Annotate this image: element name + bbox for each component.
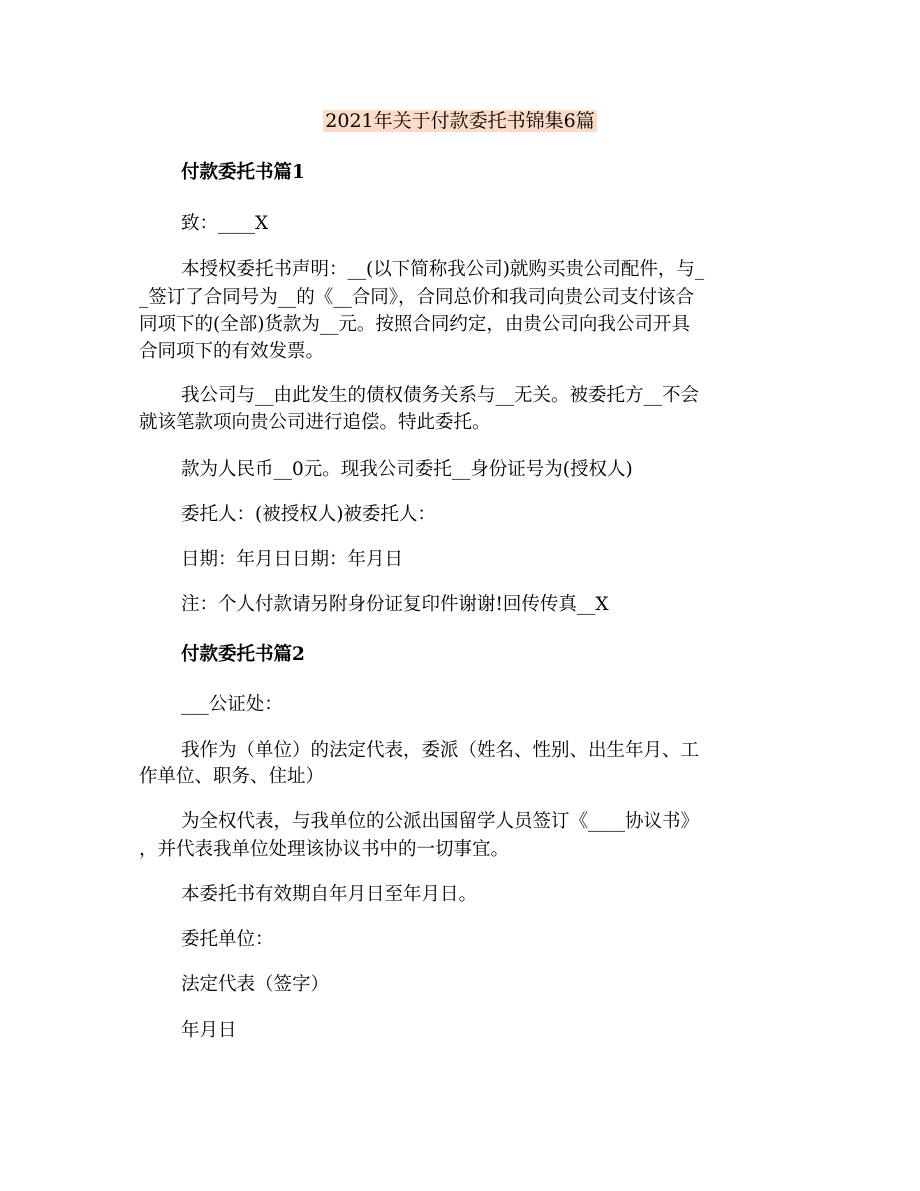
section-2-para-1-line-2: 作单位、职务、住址） — [139, 766, 325, 787]
section-2-heading: 付款委托书篇2 — [181, 644, 305, 665]
document-title — [0, 107, 920, 135]
section-1-para-1-line-4: 合同项下的有效发票。 — [139, 341, 325, 362]
section-1-para-2-line-1: 我公司与__由此发生的债权债务关系与__无关。被委托方__不会 — [181, 385, 700, 406]
section-1-para-2-line-2: 就该笔款项向贵公司进行追偿。特此委托。 — [139, 412, 491, 433]
section-1-heading: 付款委托书篇1 — [181, 162, 305, 183]
section-2-to-line: ___公证处： — [181, 694, 283, 715]
document-title-text: 2021年关于付款委托书锦集6篇 — [325, 110, 595, 132]
section-2-para-6: 年月日 — [181, 1020, 237, 1041]
section-1-para-1-line-2: _签订了合同号为__的《__合同》，合同总价和我司向贵公司支付该合 — [139, 287, 695, 308]
section-2-para-5: 法定代表（签字） — [181, 974, 330, 995]
section-2-para-4: 委托单位： — [181, 929, 274, 950]
section-1-para-1-line-1: 本授权委托书声明：__(以下简称我公司)就购买贵公司配件，与_ — [181, 259, 705, 280]
section-1-para-4: 委托人：(被授权人)被委托人： — [181, 504, 436, 525]
section-2-para-2-line-1: 为全权代表，与我单位的公派出国留学人员签订《____协议书》 — [181, 811, 700, 832]
section-1-to-line: 致：____X — [181, 213, 269, 234]
section-1-para-6: 注：个人付款请另附身份证复印件谢谢!回传传真__X — [181, 594, 609, 615]
section-1-para-1-line-3: 同项下的(全部)货款为__元。按照合同约定，由贵公司向我公司开具 — [139, 314, 690, 335]
section-2-para-3: 本委托书有效期自年月日至年月日。 — [181, 884, 478, 905]
section-2-para-1-line-1: 我作为（单位）的法定代表，委派（姓名、性别、出生年月、工 — [181, 740, 700, 761]
section-2-para-2-line-2: ，并代表我单位处理该协议书中的一切事宜。 — [139, 839, 510, 860]
section-1-para-5: 日期：年月日日期：年月日 — [181, 549, 404, 570]
section-1-para-3: 款为人民币__0元。现我公司委托__身份证号为(授权人) — [181, 459, 633, 480]
